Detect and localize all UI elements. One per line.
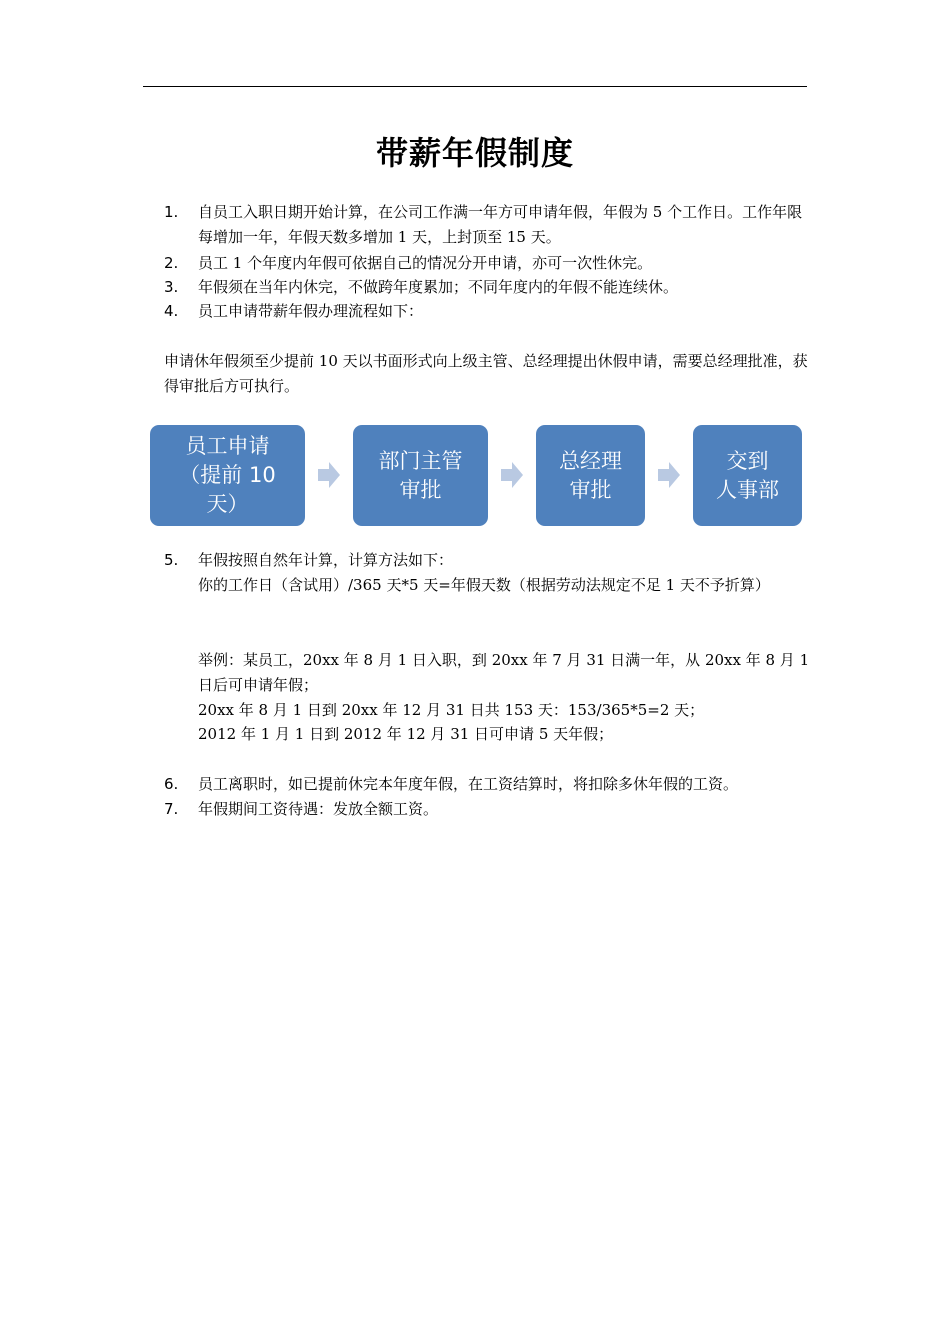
flow-step-dept-manager: 部门主管 审批 bbox=[353, 425, 488, 526]
arrow-right-icon bbox=[501, 462, 523, 488]
list-text: 员工 1 个年度内年假可依据自己的情况分开申请，亦可一次性休完。 bbox=[198, 254, 653, 272]
arrow-right-icon bbox=[658, 462, 680, 488]
list-text: 年假期间工资待遇：发放全额工资。 bbox=[198, 800, 439, 818]
list-number: 5. bbox=[164, 551, 179, 569]
flow-step-hr: 交到 人事部 bbox=[693, 425, 802, 526]
list-number: 2. bbox=[164, 254, 179, 272]
example-text: 举例：某员工，20xx 年 8 月 1 日入职，到 20xx 年 7 月 31 日满一年，从 20xx 年 8 月 1 日后可申请年假； bbox=[198, 651, 810, 694]
arrow-right-icon bbox=[318, 462, 340, 488]
example-calc-2: 2012 年 1 月 1 日到 2012 年 12 月 31 日可申请 5 天年假； bbox=[198, 725, 614, 743]
list-text: 员工离职时，如已提前休完本年度年假，在工资结算时，将扣除多休年假的工资。 bbox=[198, 775, 739, 793]
list-number: 4. bbox=[164, 302, 179, 320]
list-text: 自员工入职日期开始计算，在公司工作满一年方可申请年假，年假为 5 个工作日。工作年限每增加一年，年假天数多增加 1 天，上封顶至 15 天。 bbox=[198, 203, 803, 246]
list-number: 3. bbox=[164, 278, 179, 296]
header-rule bbox=[143, 86, 807, 87]
flow-step-employee-apply: 员工申请 （提前 10 天） bbox=[150, 425, 305, 526]
example-calc-1: 20xx 年 8 月 1 日到 20xx 年 12 月 31 日共 153 天：153/365*5=2 天； bbox=[198, 701, 705, 719]
approval-flowchart bbox=[150, 425, 804, 527]
list-text: 年假按照自然年计算，计算方法如下： bbox=[198, 551, 454, 569]
list-number: 7. bbox=[164, 800, 179, 818]
list-number: 1. bbox=[164, 203, 179, 221]
flow-step-general-manager: 总经理 审批 bbox=[536, 425, 645, 526]
page-title: 带薪年假制度 bbox=[375, 134, 574, 172]
list-number: 6. bbox=[164, 775, 179, 793]
formula-text: 你的工作日（含试用）/365 天*5 天=年假天数（根据劳动法规定不足 1 天不予折算） bbox=[198, 576, 770, 594]
list-text: 员工申请带薪年假办理流程如下： bbox=[198, 302, 424, 320]
notice-paragraph: 申请休年假须至少提前 10 天以书面形式向上级主管、总经理提出休假申请，需要总经理批准，获得审批后方可执行。 bbox=[164, 352, 808, 395]
list-text: 年假须在当年内休完，不做跨年度累加；不同年度内的年假不能连续休。 bbox=[198, 278, 679, 296]
